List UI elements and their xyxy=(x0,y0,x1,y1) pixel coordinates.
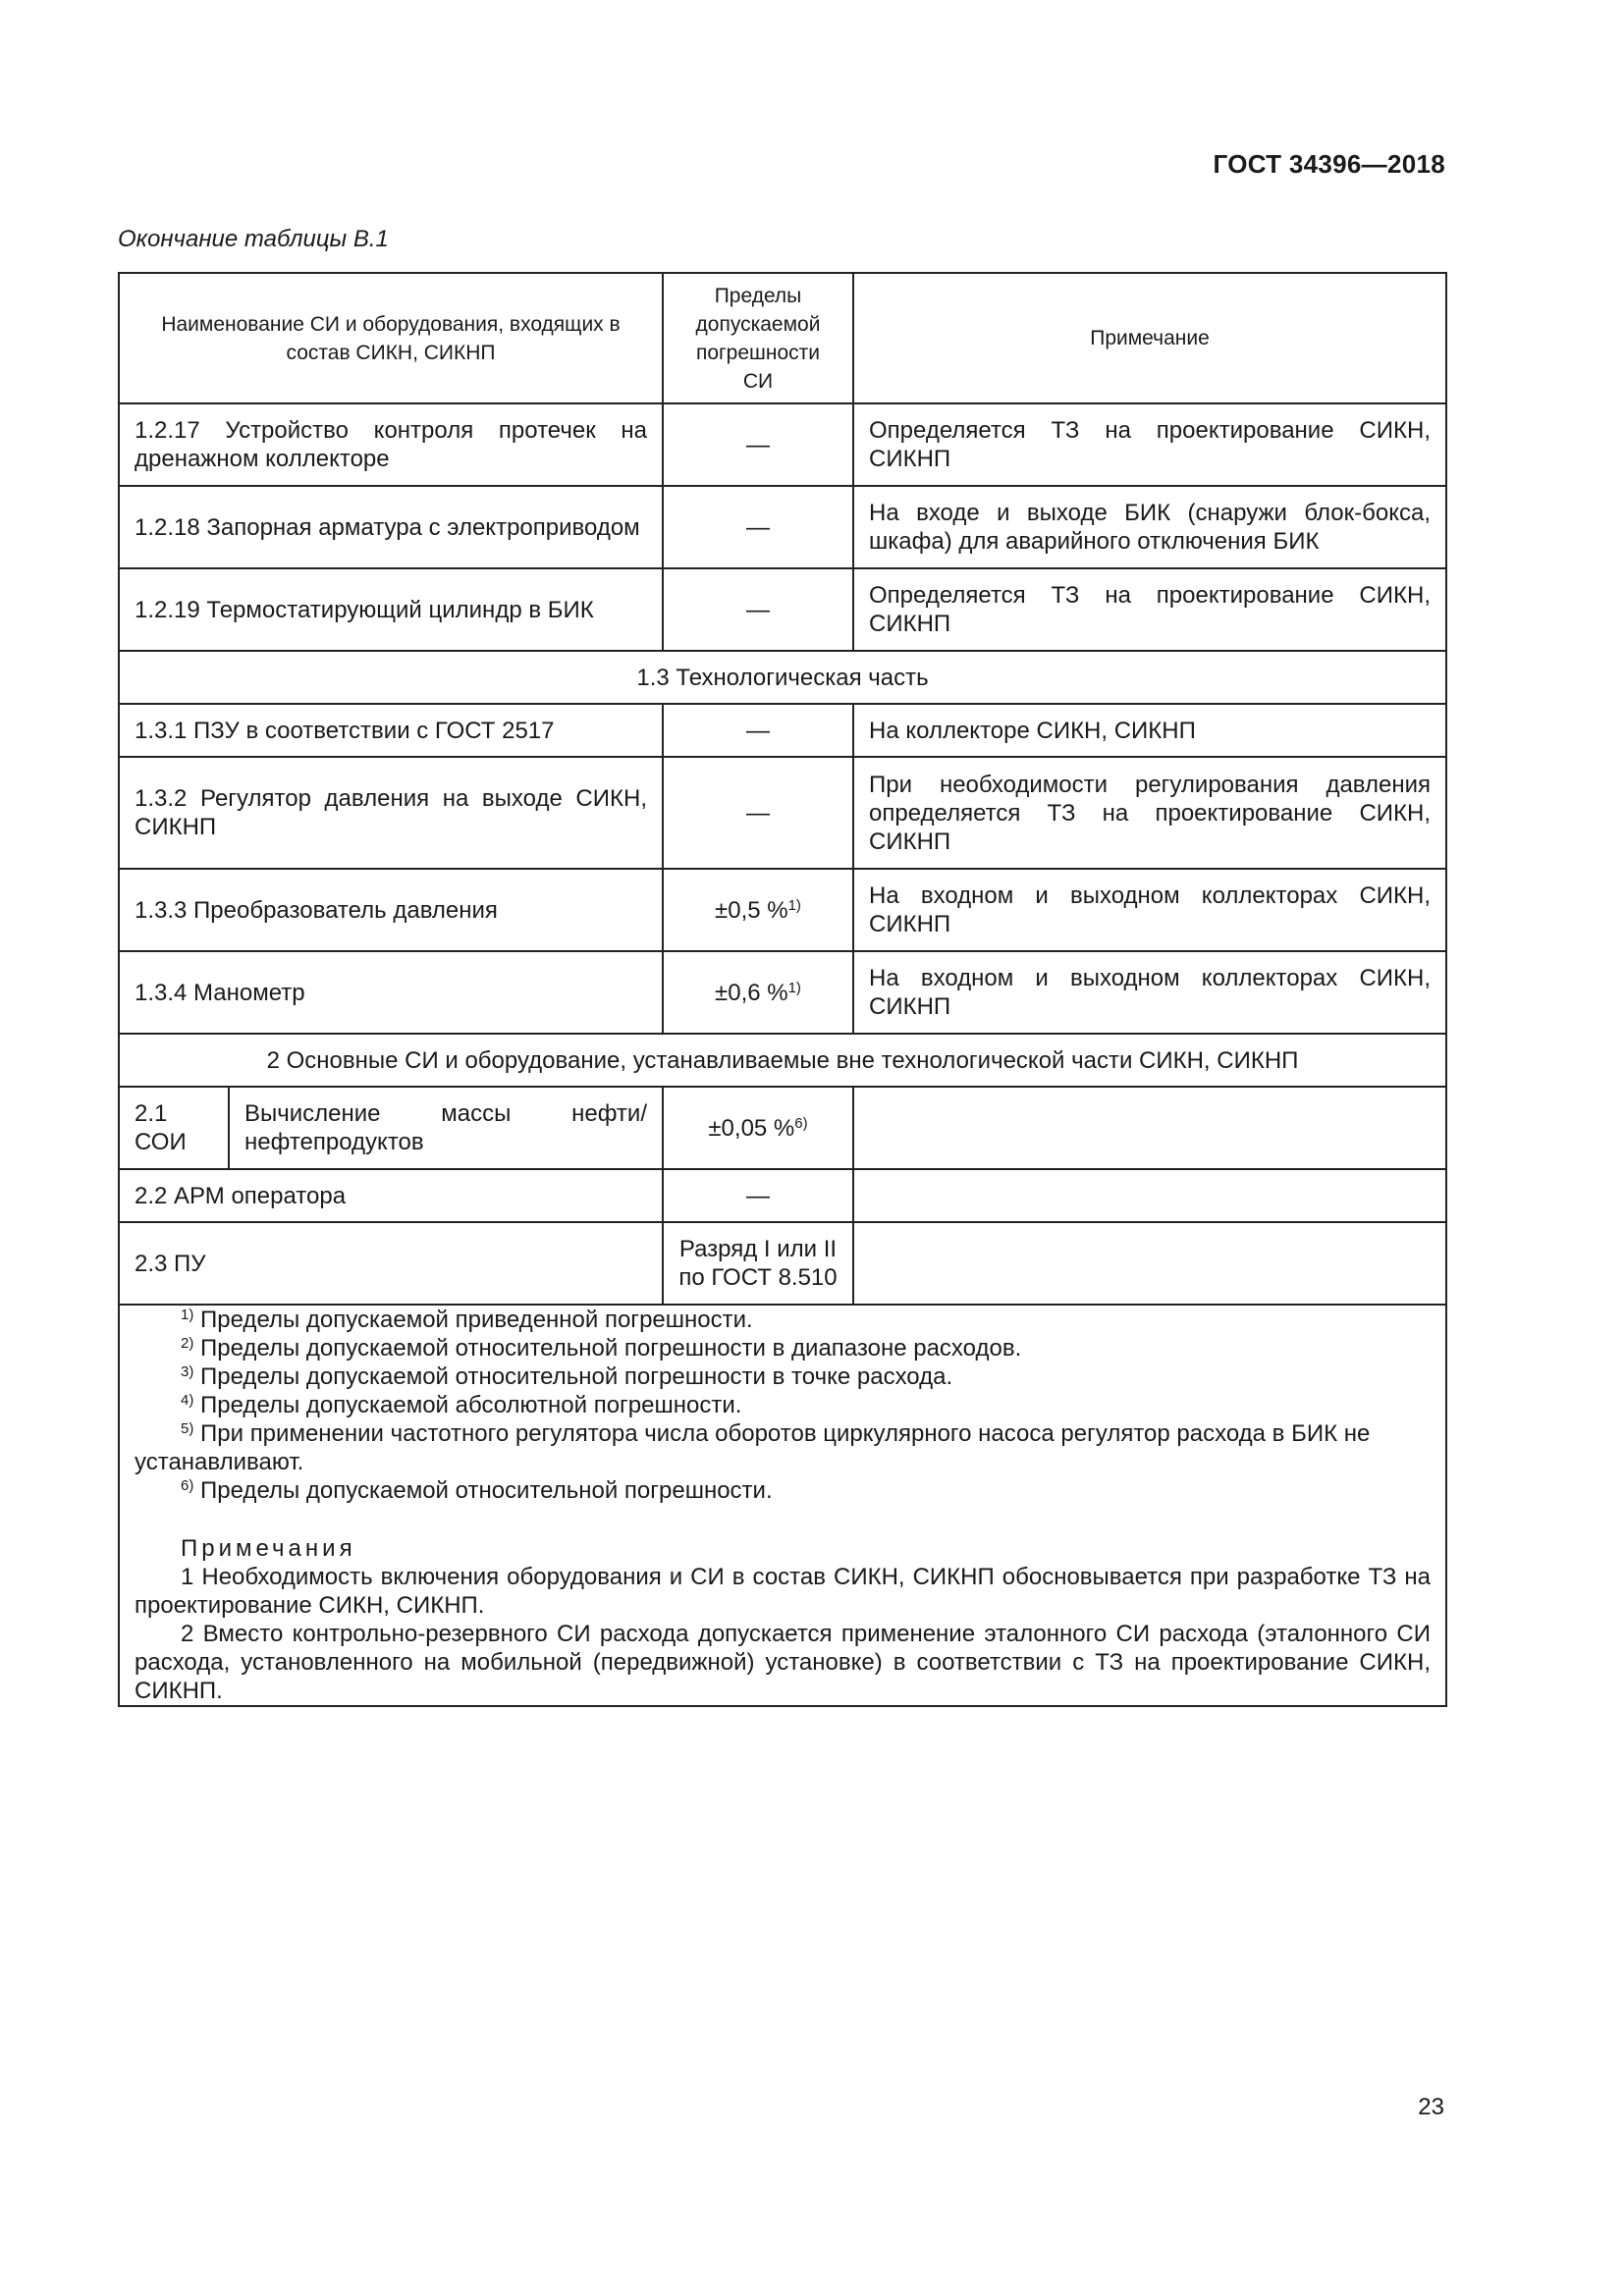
row-name: 1.3.3 Преобразователь давления xyxy=(119,869,663,951)
row-error: — xyxy=(663,1169,853,1222)
table-header-row xyxy=(119,273,1446,403)
row-name: 1.2.18 Запорная арматура с электроприводом xyxy=(119,486,663,568)
table-row xyxy=(119,1169,1446,1222)
header-name: Наименование СИ и оборудования, входящих в состав СИКН, СИКНП xyxy=(119,273,663,403)
row-note xyxy=(853,1222,1446,1305)
row-note: На входном и выходном коллекторах СИКН, СИКНП xyxy=(853,951,1446,1034)
table-row xyxy=(119,568,1446,651)
notes-row xyxy=(119,1305,1446,1706)
row-note: При необходимости регулирования давления определяется ТЗ на проектирование СИКН, СИКНП xyxy=(853,757,1446,869)
footnote xyxy=(135,1306,1431,1334)
footnote-mark: 1) xyxy=(181,1307,194,1323)
equipment-table xyxy=(118,272,1447,1707)
footnote-ref: 1) xyxy=(787,896,801,914)
row-note: На входном и выходном коллекторах СИКН, СИКНП xyxy=(853,869,1446,951)
footnote-mark: 2) xyxy=(181,1335,194,1352)
footnote-mark: 4) xyxy=(181,1392,194,1409)
table-row xyxy=(119,1087,1446,1169)
error-value: ±0,6 % xyxy=(715,979,788,1006)
note-item: 2 Вместо контрольно-резервного СИ расхода допускается применение эталонного СИ расхода (эталонного СИ расхода, установленного на мобильной (передвижной) установке) в соответствии с ТЗ на проектирование СИКН, СИКНП. xyxy=(135,1621,1431,1704)
row-error: Разряд I или II по ГОСТ 8.510 xyxy=(663,1222,853,1305)
footnote-text: Пределы допускаемой относительной погрешности в диапазоне расходов. xyxy=(200,1335,1022,1362)
row-error xyxy=(663,951,853,1034)
row-error: — xyxy=(663,403,853,486)
table-row xyxy=(119,704,1446,757)
row-error: — xyxy=(663,704,853,757)
footnote-text: Пределы допускаемой относительной погрешности в точке расхода. xyxy=(200,1363,953,1390)
footnote-mark: 3) xyxy=(181,1363,194,1380)
section-row xyxy=(119,651,1446,704)
footnote-ref: 1) xyxy=(787,979,801,996)
row-note xyxy=(853,1087,1446,1169)
table-row xyxy=(119,403,1446,486)
table-row xyxy=(119,951,1446,1034)
table-row xyxy=(119,869,1446,951)
footnote xyxy=(135,1391,1431,1419)
footnote-continuation: устанавливают. xyxy=(135,1449,304,1475)
footnote-text: Пределы допускаемой абсолютной погрешности. xyxy=(200,1392,742,1418)
header-error: Пределы допускаемой погрешности СИ xyxy=(663,273,853,403)
row-note: Определяется ТЗ на проектирование СИКН, СИКНП xyxy=(853,568,1446,651)
footnote xyxy=(135,1476,1431,1505)
footnote-ref: 6) xyxy=(794,1114,808,1132)
row-error: — xyxy=(663,757,853,869)
header-note: Примечание xyxy=(853,273,1446,403)
row-subname: Вычисление массы нефти/нефтепродуктов xyxy=(229,1087,663,1169)
row-error: — xyxy=(663,568,853,651)
notes-title: Примечания xyxy=(181,1535,356,1562)
footnote-text: При применении частотного регулятора числа оборотов циркулярного насоса регулятор расхода в БИК не xyxy=(200,1420,1371,1447)
page-number: 23 xyxy=(1418,2094,1444,2120)
row-note: На коллекторе СИКН, СИКНП xyxy=(853,704,1446,757)
row-note: На входе и выходе БИК (снаружи блок-бокса, шкафа) для аварийного отключения БИК xyxy=(853,486,1446,568)
footnote-text: Пределы допускаемой относительной погрешности. xyxy=(200,1477,773,1504)
row-name: 1.3.4 Манометр xyxy=(119,951,663,1034)
section-row xyxy=(119,1034,1446,1087)
notes-cell xyxy=(119,1305,1446,1706)
footnote-text: Пределы допускаемой приведенной погрешности. xyxy=(200,1307,753,1333)
table-caption: Окончание таблицы В.1 xyxy=(118,226,389,252)
row-error xyxy=(663,1087,853,1169)
footnote xyxy=(135,1362,1431,1391)
row-note xyxy=(853,1169,1446,1222)
row-error: — xyxy=(663,486,853,568)
footnote xyxy=(135,1334,1431,1362)
row-name: 2.2 АРМ оператора xyxy=(119,1169,663,1222)
error-value: ±0,5 % xyxy=(715,896,788,924)
row-name: 1.2.19 Термостатирующий цилиндр в БИК xyxy=(119,568,663,651)
row-name: 1.2.17 Устройство контроля протечек на дренажном коллекторе xyxy=(119,403,663,486)
section-title: 1.3 Технологическая часть xyxy=(119,651,1446,704)
section-title: 2 Основные СИ и оборудование, устанавливаемые вне технологической части СИКН, СИКНП xyxy=(119,1034,1446,1087)
footnote-mark: 5) xyxy=(181,1420,194,1437)
row-name: 1.3.2 Регулятор давления на выходе СИКН, СИКНП xyxy=(119,757,663,869)
error-value: ±0,05 % xyxy=(708,1114,795,1142)
footnote-mark: 6) xyxy=(181,1477,194,1494)
row-name: 2.3 ПУ xyxy=(119,1222,663,1305)
standard-number: ГОСТ 34396—2018 xyxy=(1213,149,1445,179)
row-name: 2.1 СОИ xyxy=(119,1087,229,1169)
footnote xyxy=(135,1419,1431,1448)
note-item: 1 Необходимость включения оборудования и СИ в состав СИКН, СИКНП обосновывается при разработке ТЗ на проектирование СИКН, СИКНП. xyxy=(135,1564,1431,1619)
row-error xyxy=(663,869,853,951)
row-name: 1.3.1 ПЗУ в соответствии с ГОСТ 2517 xyxy=(119,704,663,757)
table-row xyxy=(119,486,1446,568)
table-row xyxy=(119,757,1446,869)
table-row xyxy=(119,1222,1446,1305)
row-note: Определяется ТЗ на проектирование СИКН, СИКНП xyxy=(853,403,1446,486)
